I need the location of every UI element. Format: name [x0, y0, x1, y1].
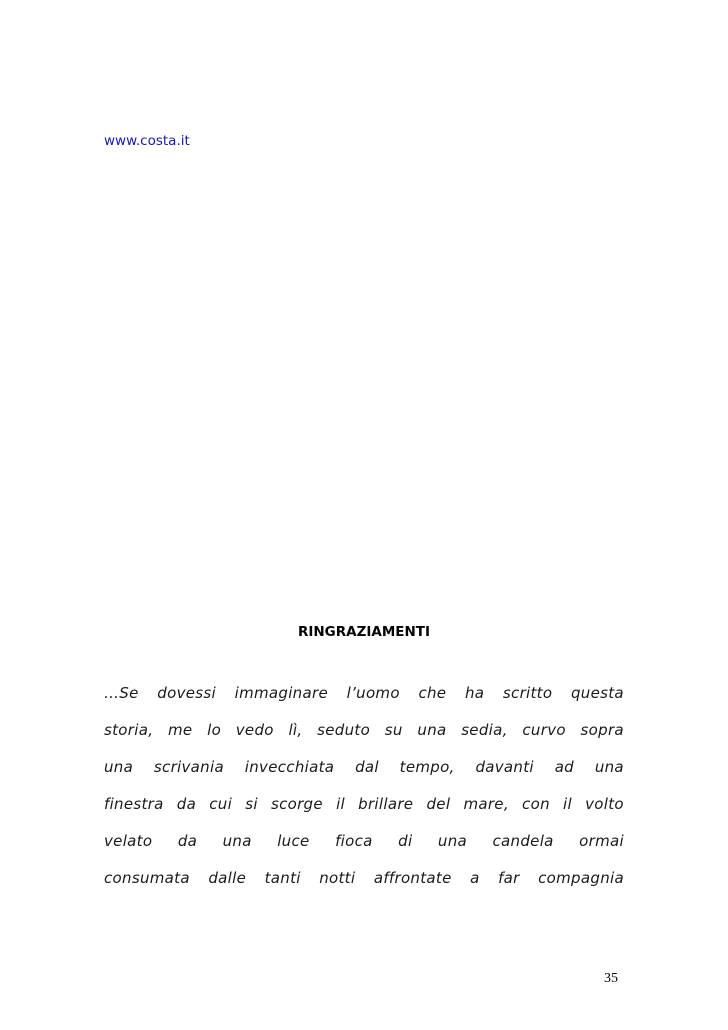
paragraph-word: del: [426, 795, 451, 813]
paragraph-word: una: [104, 758, 134, 776]
paragraph-word: vedo: [235, 721, 274, 739]
paragraph-word: che: [418, 684, 447, 702]
paragraph-line: [104, 867, 624, 904]
paragraph-word: da: [176, 795, 197, 813]
website-link[interactable]: www.costa.it: [104, 133, 190, 149]
paragraph-word: …Se: [104, 684, 139, 702]
paragraph-word: mare,: [463, 795, 509, 813]
paragraph-word: sopra: [580, 721, 624, 739]
acknowledgements-paragraph: [104, 682, 624, 904]
paragraph-word: scrivania: [153, 758, 224, 776]
paragraph-word: davanti: [475, 758, 534, 776]
paragraph-word: lo: [207, 721, 222, 739]
page-number: 35: [604, 971, 618, 986]
paragraph-word: compagnia: [538, 869, 624, 887]
paragraph-word: con: [522, 795, 550, 813]
paragraph-word: dalle: [208, 869, 247, 887]
paragraph-word: fioca: [335, 832, 373, 850]
paragraph-word: me: [167, 721, 193, 739]
paragraph-word: dal: [355, 758, 379, 776]
paragraph-word: far: [498, 869, 520, 887]
paragraph-word: lì,: [288, 721, 303, 739]
paragraph-word: tanti: [264, 869, 301, 887]
paragraph-word: curvo: [522, 721, 566, 739]
paragraph-word: si: [245, 795, 258, 813]
paragraph-line: [104, 793, 624, 830]
paragraph-word: ha: [464, 684, 485, 702]
paragraph-word: questa: [570, 684, 624, 702]
paragraph-word: candela: [492, 832, 554, 850]
paragraph-word: una: [222, 832, 252, 850]
paragraph-word: cui: [209, 795, 233, 813]
paragraph-word: da: [177, 832, 198, 850]
paragraph-word: brillare: [358, 795, 414, 813]
paragraph-word: ad: [554, 758, 575, 776]
paragraph-word: notti: [319, 869, 356, 887]
paragraph-word: affrontate: [373, 869, 452, 887]
paragraph-word: sedia,: [461, 721, 508, 739]
paragraph-line: [104, 756, 624, 793]
paragraph-word: volto: [585, 795, 624, 813]
paragraph-word: una: [437, 832, 468, 850]
paragraph-word: dovessi: [157, 684, 216, 702]
paragraph-word: immaginare: [234, 684, 328, 702]
paragraph-line: [104, 719, 624, 756]
paragraph-word: scritto: [502, 684, 553, 702]
paragraph-word: su: [384, 721, 403, 739]
paragraph-word: l’uomo: [346, 684, 400, 702]
paragraph-word: consumata: [104, 869, 190, 887]
paragraph-word: invecchiata: [244, 758, 335, 776]
paragraph-line: [104, 830, 624, 867]
paragraph-word: scorge: [270, 795, 323, 813]
paragraph-word: finestra: [104, 795, 164, 813]
paragraph-word: storia,: [104, 721, 154, 739]
paragraph-word: di: [398, 832, 413, 850]
paragraph-word: velato: [104, 832, 153, 850]
paragraph-word: seduto: [317, 721, 371, 739]
paragraph-word: ormai: [579, 832, 624, 850]
paragraph-word: a: [470, 869, 480, 887]
paragraph-word: luce: [277, 832, 310, 850]
section-heading: [0, 624, 728, 640]
paragraph-line: [104, 682, 624, 719]
section-heading-text: RINGRAZIAMENTI: [297, 624, 431, 640]
paragraph-word: tempo,: [399, 758, 455, 776]
paragraph-word: una: [594, 758, 624, 776]
paragraph-word: una: [417, 721, 447, 739]
paragraph-word: il: [336, 795, 345, 813]
paragraph-word: il: [563, 795, 572, 813]
